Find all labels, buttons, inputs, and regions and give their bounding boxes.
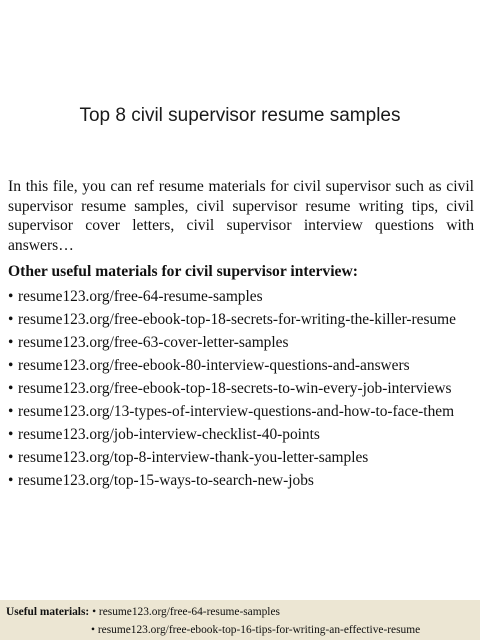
material-link[interactable]: resume123.org/top-8-interview-thank-you-letter-samples bbox=[18, 449, 369, 466]
list-item bbox=[8, 400, 478, 423]
material-link[interactable]: resume123.org/free-63-cover-letter-samples bbox=[18, 334, 289, 351]
material-link[interactable]: resume123.org/free-ebook-top-18-secrets-for-writing-the-killer-resume bbox=[18, 311, 456, 328]
footer-link[interactable]: resume123.org/free-64-resume-samples bbox=[98, 606, 280, 618]
other-materials-heading: Other useful materials for civil supervisor interview: bbox=[8, 263, 358, 280]
list-item bbox=[8, 423, 478, 446]
list-item bbox=[8, 308, 478, 331]
bullet-icon: • bbox=[8, 449, 14, 466]
footer-label: Useful materials: bbox=[6, 606, 90, 618]
bullet-icon: • bbox=[8, 311, 14, 328]
bullet-icon: • bbox=[8, 472, 14, 489]
intro-paragraph: In this file, you can ref resume materials for civil supervisor such as civil supervisor resume samples, civil supervisor resume writing tips, civil supervisor cover letters, civil supervisor interview questions with answers… bbox=[8, 178, 474, 254]
material-link[interactable]: resume123.org/job-interview-checklist-40-points bbox=[18, 426, 320, 443]
material-link[interactable]: resume123.org/free-64-resume-samples bbox=[18, 288, 263, 305]
material-link[interactable]: resume123.org/free-ebook-80-interview-questions-and-answers bbox=[18, 357, 410, 374]
footer-row bbox=[6, 604, 280, 620]
list-item bbox=[8, 469, 478, 492]
bullet-icon: • bbox=[8, 357, 14, 374]
footer-bar bbox=[0, 600, 480, 640]
list-item bbox=[8, 377, 478, 400]
material-link[interactable]: resume123.org/top-15-ways-to-search-new-jobs bbox=[18, 472, 314, 489]
bullet-icon: • bbox=[8, 288, 14, 305]
bullet-icon: • bbox=[8, 380, 14, 397]
footer-link[interactable]: resume123.org/free-ebook-top-16-tips-for-writing-an-effective-resume bbox=[97, 624, 421, 636]
bullet-icon: • bbox=[8, 334, 14, 351]
list-item bbox=[8, 285, 478, 308]
footer-row bbox=[91, 622, 420, 638]
bullet-icon: • bbox=[92, 606, 97, 618]
document-title: Top 8 civil supervisor resume samples bbox=[79, 105, 401, 126]
list-item bbox=[8, 354, 478, 377]
list-item bbox=[8, 446, 478, 469]
bullet-icon: • bbox=[8, 426, 14, 443]
material-link[interactable]: resume123.org/13-types-of-interview-questions-and-how-to-face-them bbox=[18, 403, 455, 420]
bullet-icon: • bbox=[8, 403, 14, 420]
material-link[interactable]: resume123.org/free-ebook-top-18-secrets-to-win-every-job-interviews bbox=[18, 380, 452, 397]
materials-link-list bbox=[8, 285, 478, 492]
list-item bbox=[8, 331, 478, 354]
bullet-icon: • bbox=[91, 624, 95, 636]
